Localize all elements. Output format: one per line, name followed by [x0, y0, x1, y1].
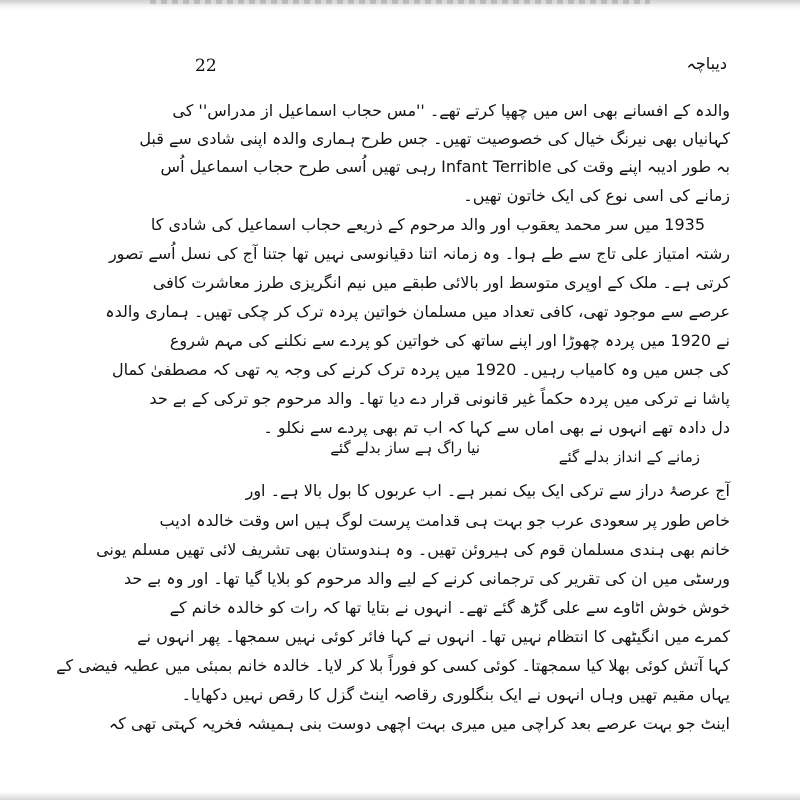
text-line: آج عرصۂ دراز سے ترکی ایک بیک نمبر ہے۔ اب عربوں کا بول بالا ہے۔ اور [245, 481, 730, 500]
verse-line-2: نیا راگ ہے ساز بدلے گئے [330, 439, 480, 457]
text-line: کرتی ہے۔ ملک کے اوپری متوسط اور بالائی طبقے میں نیم انگریزی طرز معاشرت کافی [152, 273, 730, 292]
text-line: عرصے سے موجود تھی، کافی تعداد میں مسلمان خواتین پردہ ترک کر چکی تھیں۔ ہماری والدہ [105, 302, 730, 321]
verse-line-1: زمانے کے انداز بدلے گئے [558, 448, 700, 466]
text-line: نے 1920 میں پردہ چھوڑا اور اپنے ساتھ کی خواتین کو پردے سے نکلنے کی مہم شروع [169, 331, 730, 350]
text-line: والدہ کے افسانے بھی اس میں چھپا کرتے تھے۔ ''مس حجاب اسماعیل از مدراس'' کی [172, 101, 730, 120]
text-line: خاص طور پر سعودی عرب جو بہت ہی قدامت پرست لوگ ہیں اس وقت خالدہ ادیب [159, 511, 730, 530]
text-line: کمرے میں انگیٹھی کا انتظام نہیں تھا۔ انہوں نے کہا فائر کوئی نہیں سمجھا۔ پھر انہوں نے [137, 627, 730, 646]
text-line: خانم بھی ہندی مسلمان قوم کی ہیروئن تھیں۔ وہ ہندوستان بھی تشریف لائی تھیں مسلم یونی [96, 540, 730, 559]
text-line: پاشا نے ترکی میں پردہ حکماً غیر قانونی قرار دے دیا تھا۔ والد مرحوم جو ترکی کے بے حد [149, 389, 730, 408]
text-line: زمانے کی اسی نوع کی ایک خاتون تھیں۔ [463, 186, 730, 205]
text-line: کی جس میں وہ کامیاب رہیں۔ 1920 میں پردہ ترک کرنے کی وجہ یہ تھی کہ مصطفیٰ کمال [112, 360, 730, 379]
text-line: یہاں مقیم تھیں وہاں انہوں نے ایک بنگلوری رقاصہ اینٹ گزل کا رقص نہیں دکھایا۔ [181, 685, 730, 704]
paragraph-start-line: 1935 میں سر محمد یعقوب اور والد مرحوم کے ذریعے حجاب اسماعیل کی شادی کا [150, 215, 705, 234]
text-line: بہ طور ادیبہ اپنے وقت کی Infant Terrible رہی تھیں اُسی طرح حجاب اسماعیل اُس [160, 157, 730, 176]
text-line: خوش خوش اٹاوے سے علی گڑھ گئے تھے۔ انہوں نے بتایا تھا کہ رات کو خالدہ خانم کے [169, 598, 730, 617]
text-line: کہا آتش کوئی بھلا کیا سمجھتا۔ کوئی کسی کو فوراً بلا کر لایا۔ خالدہ خانم بمبئی میں عطیہ فیضی کے [56, 656, 730, 675]
text-line: کہانیاں بھی نیرنگ خیال کی خصوصیت تھیں۔ جس طرح ہماری والدہ اپنی شادی سے قبل [139, 129, 730, 148]
scan-bottom-edge [0, 792, 800, 800]
text-line: رشتہ امتیاز علی تاج سے طے ہوا۔ وہ زمانہ اتنا دقیانوسی نہیں تھا جتنا آج کی نسل اُسے تصور [108, 244, 730, 263]
running-head: دیباچہ [686, 54, 727, 73]
text-line: ورسٹی میں ان کی تقریر کی ترجمانی کرنے کے لیے والد مرحوم کو بلایا گیا تھا۔ اور وہ بے حد [123, 569, 730, 588]
text-line: اینٹ جو بہت عرصے بعد کراچی میں میری بہت اچھی دوست بنی ہمیشہ فخریہ کہتی تھی کہ [108, 714, 730, 733]
page-number: 22 [195, 56, 217, 76]
text-line: دل دادہ تھے انہوں نے بھی اماں سے کہا کہ اب تم بھی پردے سے نکلو ۔ [263, 418, 730, 437]
scan-top-edge [0, 0, 800, 10]
book-page [56, 40, 745, 785]
